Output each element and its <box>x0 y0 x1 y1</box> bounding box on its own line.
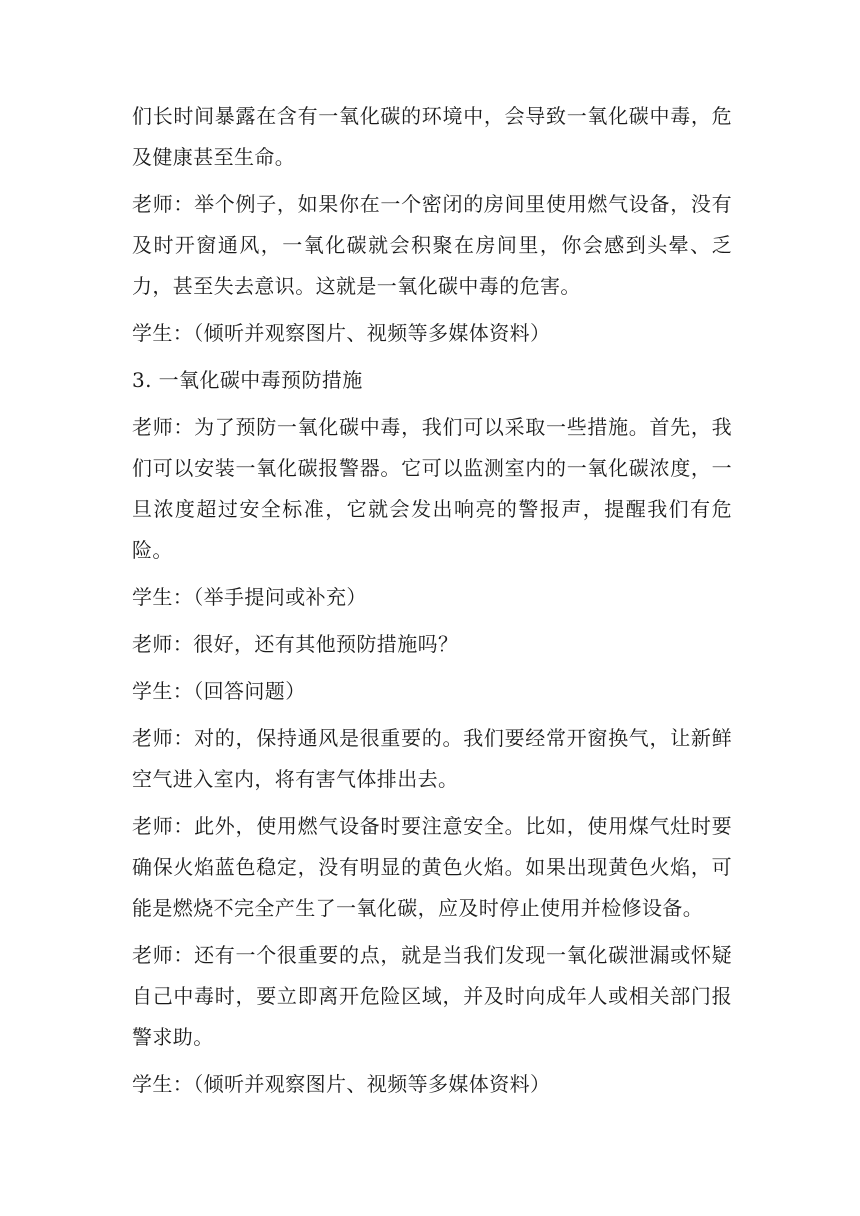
paragraph-student-raise-hand: 学生：（举手提问或补充） <box>132 585 367 609</box>
paragraph-teacher-alarm: 老师：为了预防一氧化碳中毒，我们可以采取一些措施。首先，我们可以安装一氧化碳报警器。它可以监测室内的一氧化碳浓度，一旦浓度超过安全标准，它就会发出响亮的警报声，提醒我们有危险。 <box>132 415 732 562</box>
paragraph-teacher-leave-area: 老师：还有一个很重要的点，就是当我们发现一氧化碳泄漏或怀疑自己中毒时，要立即离开危险区域，并及时向成年人或相关部门报警求助。 <box>132 943 732 1049</box>
paragraph-student-observe-2: 学生：（倾听并观察图片、视频等多媒体资料） <box>132 1072 551 1096</box>
paragraph-teacher-question: 老师：很好，还有其他预防措施吗？ <box>132 632 459 656</box>
document-page <box>132 96 732 1111</box>
paragraph-student-observe: 学生：（倾听并观察图片、视频等多媒体资料） <box>132 321 551 345</box>
paragraph-teacher-gas-safety: 老师：此外，使用燃气设备时要注意安全。比如，使用煤气灶时要确保火焰蓝色稳定，没有明显的黄色火焰。如果出现黄色火焰，可能是燃烧不完全产生了一氧化碳，应及时停止使用并检修设备。 <box>132 814 732 920</box>
paragraph-teacher-ventilation: 老师：对的，保持通风是很重要的。我们要经常开窗换气，让新鲜空气进入室内，将有害气体排出去。 <box>132 726 732 791</box>
section-heading-prevention: 3. 一氧化碳中毒预防措施 <box>132 368 363 392</box>
paragraph-student-answer: 学生：（回答问题） <box>132 679 306 703</box>
paragraph-continuation: 们长时间暴露在含有一氧化碳的环境中，会导致一氧化碳中毒，危及健康甚至生命。 <box>132 104 732 169</box>
paragraph-teacher-example: 老师：举个例子，如果你在一个密闭的房间里使用燃气设备，没有及时开窗通风，一氧化碳就会积聚在房间里，你会感到头晕、乏力，甚至失去意识。这就是一氧化碳中毒的危害。 <box>132 192 732 298</box>
